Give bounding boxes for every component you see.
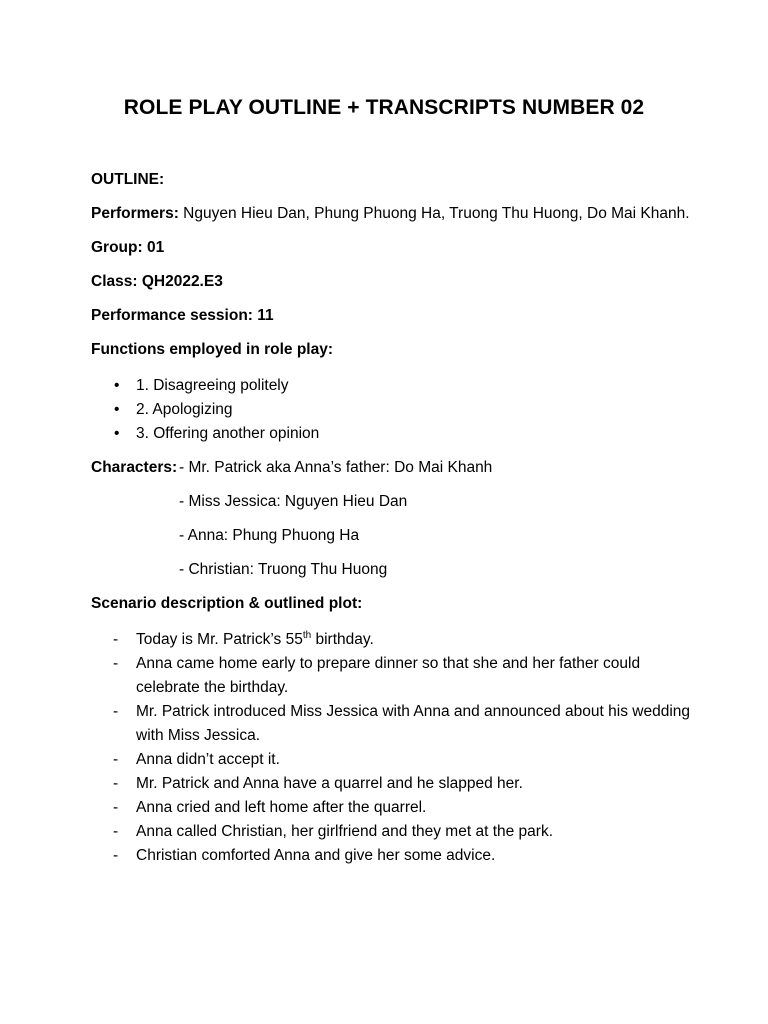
character-row (91, 456, 691, 480)
plot-text-after: birthday. (311, 631, 374, 648)
characters-label: Characters: (91, 459, 178, 476)
list-item (91, 422, 691, 446)
character-row (91, 558, 691, 582)
dash-marker: - (113, 751, 119, 768)
list-item (91, 374, 691, 398)
plot-text: Mr. Patrick and Anna have a quarrel and he slapped her. (136, 775, 523, 792)
bullet-icon: • (114, 401, 120, 418)
plot-list (91, 628, 691, 868)
performers-value: Nguyen Hieu Dan, Phung Phuong Ha, Truong Thu Huong, Do Mai Khanh. (178, 205, 690, 222)
character-row (91, 490, 691, 514)
functions-list (91, 374, 691, 446)
bullet-icon: • (114, 425, 120, 442)
plot-text: Anna called Christian, her girlfriend and they met at the park. (136, 823, 554, 840)
plot-text-before: Today is Mr. Patrick’s 55 (136, 631, 303, 648)
class-line: Class: QH2022.E3 (91, 273, 223, 290)
dash-marker: - (113, 655, 119, 672)
plot-text: Mr. Patrick introduced Miss Jessica with Anna and announced about his wedding with Miss Jessica. (136, 703, 691, 744)
dash-marker: - (113, 631, 119, 648)
function-text: 1. Disagreeing politely (136, 377, 289, 394)
bullet-icon: • (114, 377, 120, 394)
dash-marker: - (113, 823, 119, 840)
character-text: - Mr. Patrick aka Anna’s father: Do Mai Khanh (179, 459, 493, 476)
plot-text: Anna cried and left home after the quarrel. (136, 799, 427, 816)
list-item (91, 652, 691, 700)
function-text: 2. Apologizing (136, 401, 233, 418)
document-content (91, 168, 691, 868)
characters-block (91, 456, 691, 582)
plot-text: Anna came home early to prepare dinner so that she and her father could celebrate the birthday. (136, 655, 641, 696)
character-text: - Miss Jessica: Nguyen Hieu Dan (179, 493, 408, 510)
list-item (91, 628, 691, 652)
list-item (91, 398, 691, 422)
plot-text: Christian comforted Anna and give her some advice. (136, 847, 496, 864)
list-item (91, 748, 691, 772)
scenario-heading: Scenario description & outlined plot: (91, 595, 363, 612)
performance-session-line: Performance session: 11 (91, 307, 274, 324)
list-item (91, 820, 691, 844)
outline-heading: OUTLINE: (91, 171, 165, 188)
document-title: ROLE PLAY OUTLINE + TRANSCRIPTS NUMBER 02 (123, 96, 645, 119)
list-item (91, 844, 691, 868)
character-text: - Anna: Phung Phuong Ha (179, 527, 360, 544)
dash-marker: - (113, 775, 119, 792)
functions-heading: Functions employed in role play: (91, 341, 334, 358)
list-item (91, 796, 691, 820)
plot-text: Anna didn’t accept it. (136, 751, 280, 768)
group-line: Group: 01 (91, 239, 165, 256)
dash-marker: - (113, 799, 119, 816)
dash-marker: - (113, 703, 119, 720)
character-row (91, 524, 691, 548)
function-text: 3. Offering another opinion (136, 425, 320, 442)
plot-superscript: th (302, 630, 312, 641)
character-text: - Christian: Truong Thu Huong (179, 561, 388, 578)
list-item (91, 700, 691, 748)
performers-line (91, 202, 691, 226)
list-item (91, 772, 691, 796)
dash-marker: - (113, 847, 119, 864)
performers-label: Performers: (91, 205, 179, 222)
